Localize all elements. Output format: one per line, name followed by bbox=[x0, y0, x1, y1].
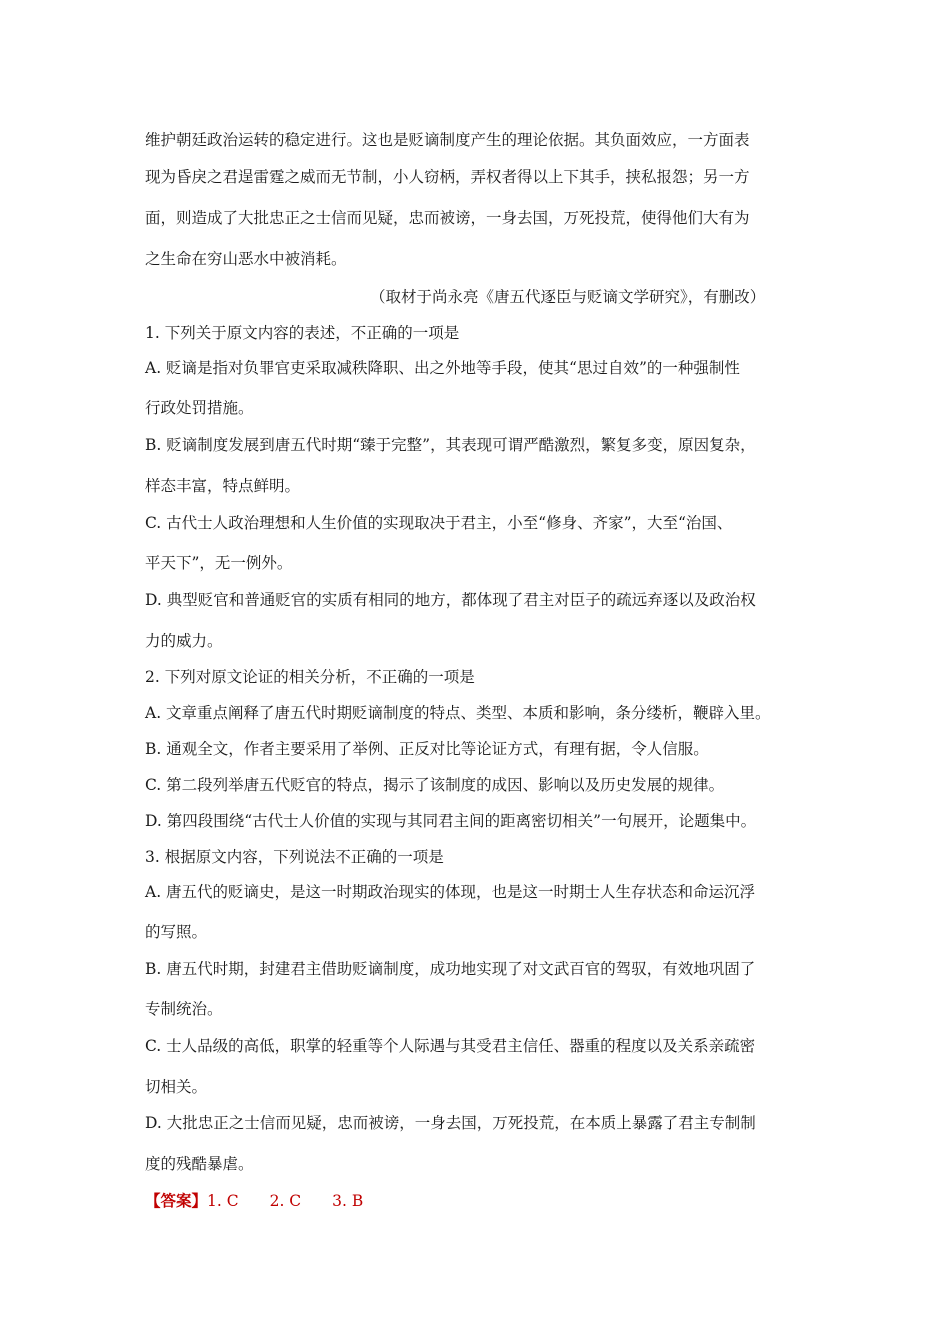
answer-label: 【答案】 bbox=[145, 1191, 208, 1210]
question-2-option-d: D. 第四段围绕“古代士人价值的实现与其同君主间的距离密切相关”一句展开，论题集中。 bbox=[145, 812, 757, 830]
question-1-option-a: A. 贬谪是指对负罪官吏采取减秩降职、出之外地等手段，使其“思过自效”的一种强制性 bbox=[145, 359, 740, 377]
passage-line: 之生命在穷山恶水中被消耗。 bbox=[145, 250, 347, 268]
passage-line: 现为昏戾之君逞雷霆之威而无节制，小人窃柄，弄权者得以上下其手，挟私报怨；另一方 bbox=[145, 168, 750, 186]
question-1-option-b-cont: 样态丰富，特点鲜明。 bbox=[145, 477, 301, 495]
question-3-option-c-cont: 切相关。 bbox=[145, 1078, 208, 1096]
question-3-option-d: D. 大批忠正之士信而见疑，忠而被谤，一身去国，万死投荒，在本质上暴露了君主专制制 bbox=[145, 1114, 756, 1132]
question-1-option-a-cont: 行政处罚措施。 bbox=[145, 399, 254, 417]
answer-line bbox=[145, 1190, 363, 1212]
question-2-option-b: B. 通观全文，作者主要采用了举例、正反对比等论证方式，有理有据，令人信服。 bbox=[145, 740, 709, 758]
question-1-option-d: D. 典型贬官和普通贬官的实质有相同的地方，都体现了君主对臣子的疏远弃逐以及政治权 bbox=[145, 591, 756, 609]
source-citation: （取材于尚永亮《唐五代逐臣与贬谪文学研究》，有删改） bbox=[370, 288, 766, 306]
question-3-option-a-cont: 的写照。 bbox=[145, 923, 208, 941]
question-1-option-b: B. 贬谪制度发展到唐五代时期“臻于完整”，其表现可谓严酷激烈，繁复多变，原因复杂， bbox=[145, 436, 756, 454]
question-1-option-c: C. 古代士人政治理想和人生价值的实现取决于君主，小至“修身、齐家”，大至“治国、 bbox=[145, 514, 733, 532]
question-3-option-a: A. 唐五代的贬谪史，是这一时期政治现实的体现，也是这一时期士人生存状态和命运沉浮 bbox=[145, 883, 756, 901]
question-1-stem: 1. 下列关于原文内容的表述，不正确的一项是 bbox=[145, 324, 460, 342]
question-2-option-c: C. 第二段列举唐五代贬官的特点，揭示了该制度的成因、影响以及历史发展的规律。 bbox=[145, 776, 725, 794]
question-3-option-d-cont: 度的残酷暴虐。 bbox=[145, 1155, 254, 1173]
question-3-option-b-cont: 专制统治。 bbox=[145, 1000, 223, 1018]
question-1-option-c-cont: 平天下”，无一例外。 bbox=[145, 554, 293, 572]
question-1-option-d-cont: 力的威力。 bbox=[145, 632, 223, 650]
question-2-option-a: A. 文章重点阐释了唐五代时期贬谪制度的特点、类型、本质和影响，条分缕析，鞭辟入里。 bbox=[145, 704, 771, 722]
passage-line: 面，则造成了大批忠正之士信而见疑，忠而被谤，一身去国，万死投荒，使得他们大有为 bbox=[145, 209, 750, 227]
answer-text: 1. C 2. C 3. B bbox=[207, 1192, 364, 1210]
question-3-option-c: C. 士人品级的高低，职掌的轻重等个人际遇与其受君主信任、器重的程度以及关系亲疏密 bbox=[145, 1037, 756, 1055]
passage-line: 维护朝廷政治运转的稳定进行。这也是贬谪制度产生的理论依据。其负面效应，一方面表 bbox=[145, 131, 750, 149]
question-3-stem: 3. 根据原文内容，下列说法不正确的一项是 bbox=[145, 848, 444, 866]
question-3-option-b: B. 唐五代时期，封建君主借助贬谪制度，成功地实现了对文武百官的驾驭，有效地巩固了 bbox=[145, 960, 756, 978]
question-2-stem: 2. 下列对原文论证的相关分析，不正确的一项是 bbox=[145, 668, 475, 686]
